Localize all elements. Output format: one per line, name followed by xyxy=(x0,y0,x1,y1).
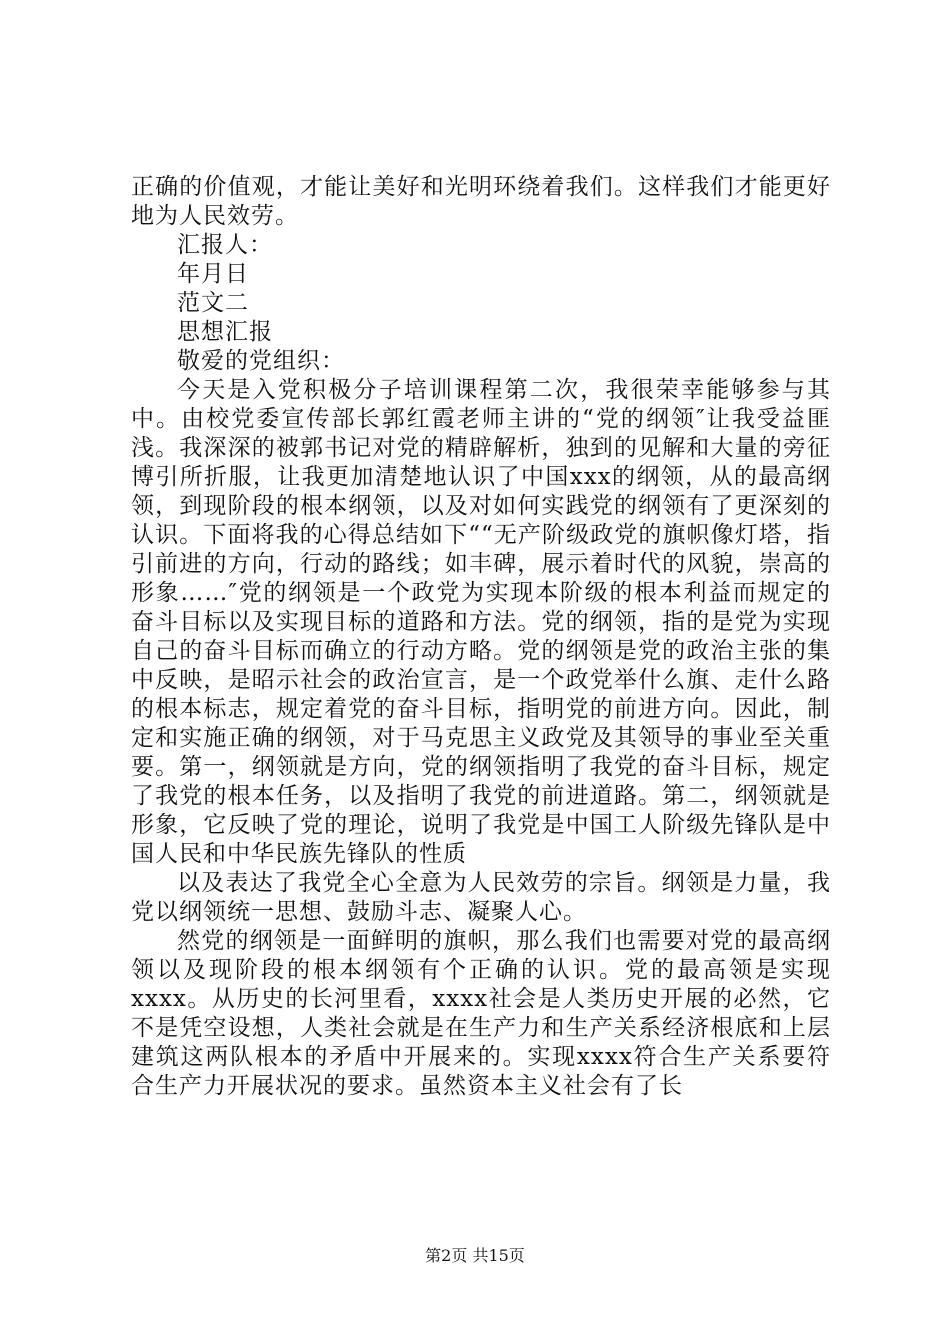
paragraph-body-2: 以及表达了我党全心全意为人民效劳的宗旨。纲领是力量，我党以纲领统一思想、鼓励斗志、凝聚人心。 xyxy=(131,870,831,925)
paragraph-date: 年月日 xyxy=(177,261,249,287)
paragraph-report-title: 思想汇报 xyxy=(177,319,273,345)
page-number-footer: 第2页 共15页 xyxy=(425,1246,525,1265)
document-body xyxy=(131,173,831,1101)
paragraph-body-1: 今天是入党积极分子培训课程第二次，我很荣幸能够参与其中。由校党委宣传部长郭红霞老师主讲的“党的纲领″让我受益匪浅。我深深的被郭书记对党的精辟解析，独到的见解和大量的旁征博引所折服，让我更加清楚地认识了中国xxx的纲领，从的最高纲领，到现阶段的根本纲领，以及对如何实践党的纲领有了更深刻的认识。下面将我的心得总结如下““无产阶级政党的旗帜像灯塔，指引前进的方向，行动的路线；如丰碑，展示着时代的风貌，崇高的形象……″党的纲领是一个政党为实现本阶级的根本利益而规定的奋斗目标以及实现目标的道路和方法。党的纲领，指的是党为实现自己的奋斗目标而确立的行动方略。党的纲领是党的政治主张的集中反映，是昭示社会的政治宣言，是一个政党举什么旗、走什么路的根本标志，规定着党的奋斗目标，指明党的前进方向。因此，制定和实施正确的纲领，对于马克思主义政党及其领导的事业至关重要。第一，纲领就是方向，党的纲领指明了我党的奋斗目标，规定了我党的根本任务，以及指明了我党的前进道路。第二，纲领就是形象，它反映了党的理论，说明了我党是中国工人阶级先锋队是中国人民和中华民族先锋队的性质 xyxy=(131,377,831,867)
paragraph-1: 正确的价值观，才能让美好和光明环绕着我们。这样我们才能更好地为人民效劳。 xyxy=(131,174,831,229)
paragraph-sample-title: 范文二 xyxy=(177,290,249,316)
paragraph-body-3: 然党的纲领是一面鲜明的旗帜，那么我们也需要对党的最高纲领以及现阶段的根本纲领有个正确的认识。党的最高领是实现xxxx。从历史的长河里看，xxxx社会是人类历史开展的必然，它不是凭空设想，人类社会就是在生产力和生产关系经济根底和上层建筑这两队根本的矛盾中开展来的。实现xxxx符合生产关系要符合生产力开展状况的要求。虽然资本主义社会有了长 xyxy=(131,928,831,1099)
paragraph-salutation: 敬爱的党组织： xyxy=(177,348,345,374)
paragraph-reporter: 汇报人： xyxy=(177,232,273,258)
